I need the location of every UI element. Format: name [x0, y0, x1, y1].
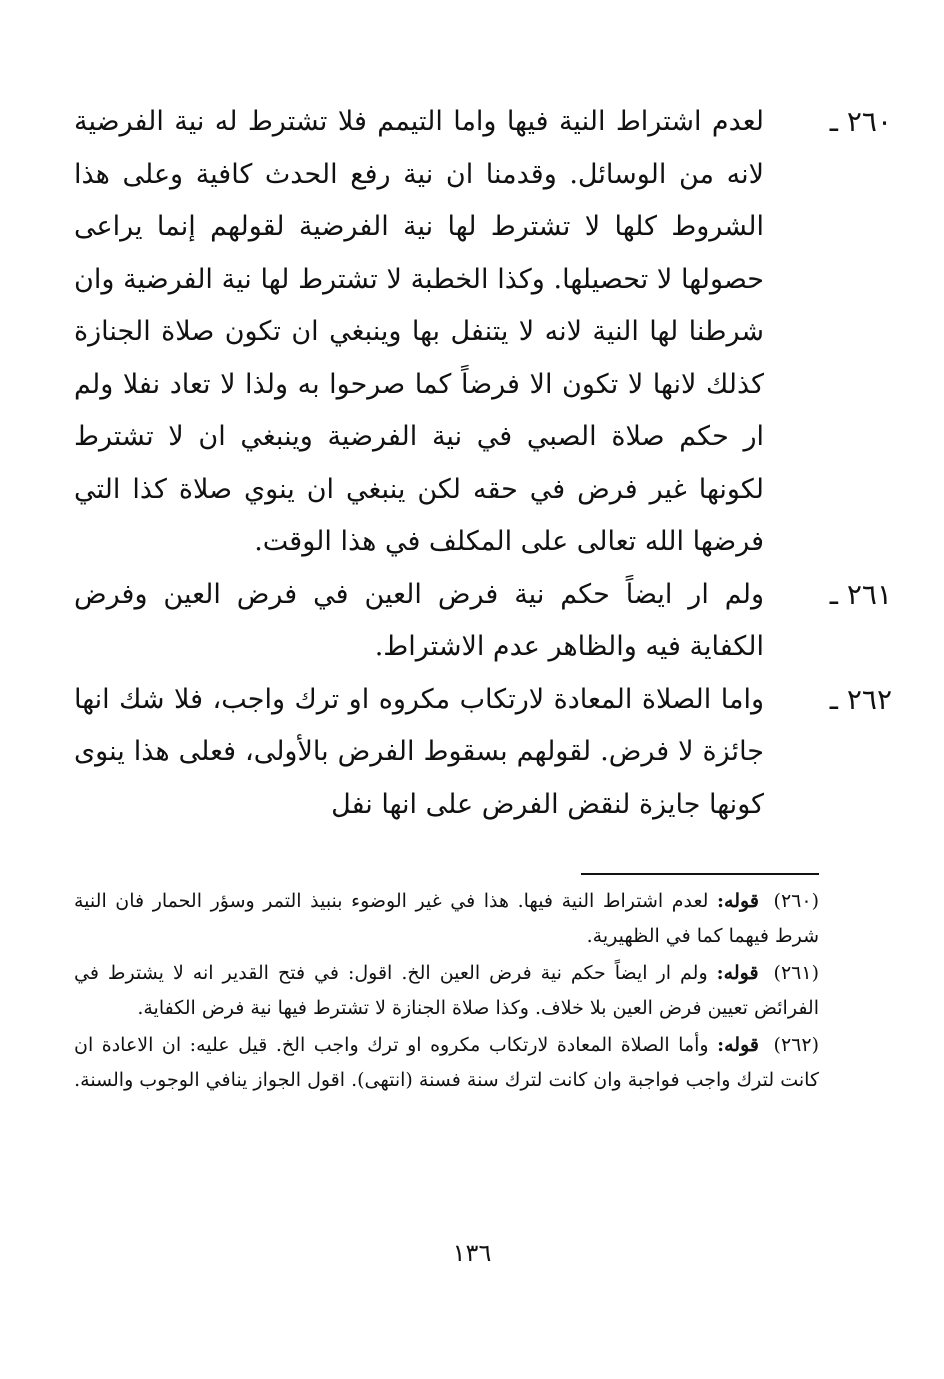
footnote-262 [74, 1028, 819, 1098]
entry-262 [74, 674, 892, 832]
footnote-lead: قوله: [716, 962, 759, 984]
entry-number: ٢٦٢ ـ [829, 682, 892, 716]
footnote-text: ولم ار ايضاً حكم نية فرض العين الخ. اقول: في فتح القدير انه لا يشترط في الفرائض تعيين فرض العين بلا خلاف. وكذا صلاة الجنازة لا تشترط فيها نية فرض الكفاية. [74, 962, 819, 1019]
entry-text: لعدم اشتراط النية فيها واما التيمم فلا تشترط له نية الفرضية لانه من الوسائل. وقدمنا ان نية رفع الحدث كافية وعلى هذا الشروط كلها لا تشترط لها نية الفرضية لقولهم إنما يراعى حصولها لا تحصيلها. وكذا الخطبة لا تشترط لها نية الفرضية وان شرطنا لها النية لانه لا يتنفل بها وينبغي ان تكون صلاة الجنازة كذلك لانها لا تكون الا فرضاً كما صرحوا به ولذا لا تعاد نفلا ولم ار حكم صلاة الصبي في نية الفرضية وينبغي ان لا تشترط لكونها غير فرض في حقه لكن ينبغي ان ينوي صلاة كذا التي فرضها الله تعالى على المكلف في هذا الوقت. [74, 106, 765, 557]
entry-260 [74, 96, 892, 569]
footnote-number: (٢٦٢) [773, 1034, 819, 1056]
entry-number: ٢٦١ ـ [829, 577, 892, 611]
entry-text: واما الصلاة المعادة لارتكاب مكروه او ترك واجب، فلا شك انها جائزة لا فرض. لقولهم بسقوط الفرض بالأولى، فعلى هذا ينوى كونها جايزة لنقض الفرض على انها نفل [74, 683, 764, 820]
footnote-260 [74, 884, 819, 954]
footnote-text: لعدم اشتراط النية فيها. هذا في غير الوضوء بنبيذ التمر وسؤر الحمار فان النية شرط فيهما كما في الظهيرية. [74, 890, 819, 947]
footnote-lead: قوله: [717, 890, 759, 912]
footnote-261 [74, 956, 819, 1026]
page-number: ١٣٦ [452, 1239, 492, 1267]
entry-261 [74, 569, 892, 674]
footnote-text: وأما الصلاة المعادة لارتكاب مكروه او ترك واجب الخ. قيل عليه: ان الاعادة ان كانت لترك واجب فواجبة وان كانت لترك سنة فسنة (انتهى). اقول الجواز ينافي الوجوب والسنة. [74, 1034, 819, 1091]
main-text [74, 96, 892, 831]
entry-number: ٢٦٠ ـ [829, 105, 892, 138]
footnote-number: (٢٦١) [773, 962, 819, 984]
footnote-lead: قوله: [717, 1034, 759, 1056]
entry-text: ولم ار ايضاً حكم نية فرض العين في فرض العين وفرض الكفاية فيه والظاهر عدم الاشتراط. [74, 578, 764, 662]
footnote-number: (٢٦٠) [773, 890, 819, 912]
footnote-divider [581, 873, 819, 875]
footnotes [74, 884, 819, 1100]
